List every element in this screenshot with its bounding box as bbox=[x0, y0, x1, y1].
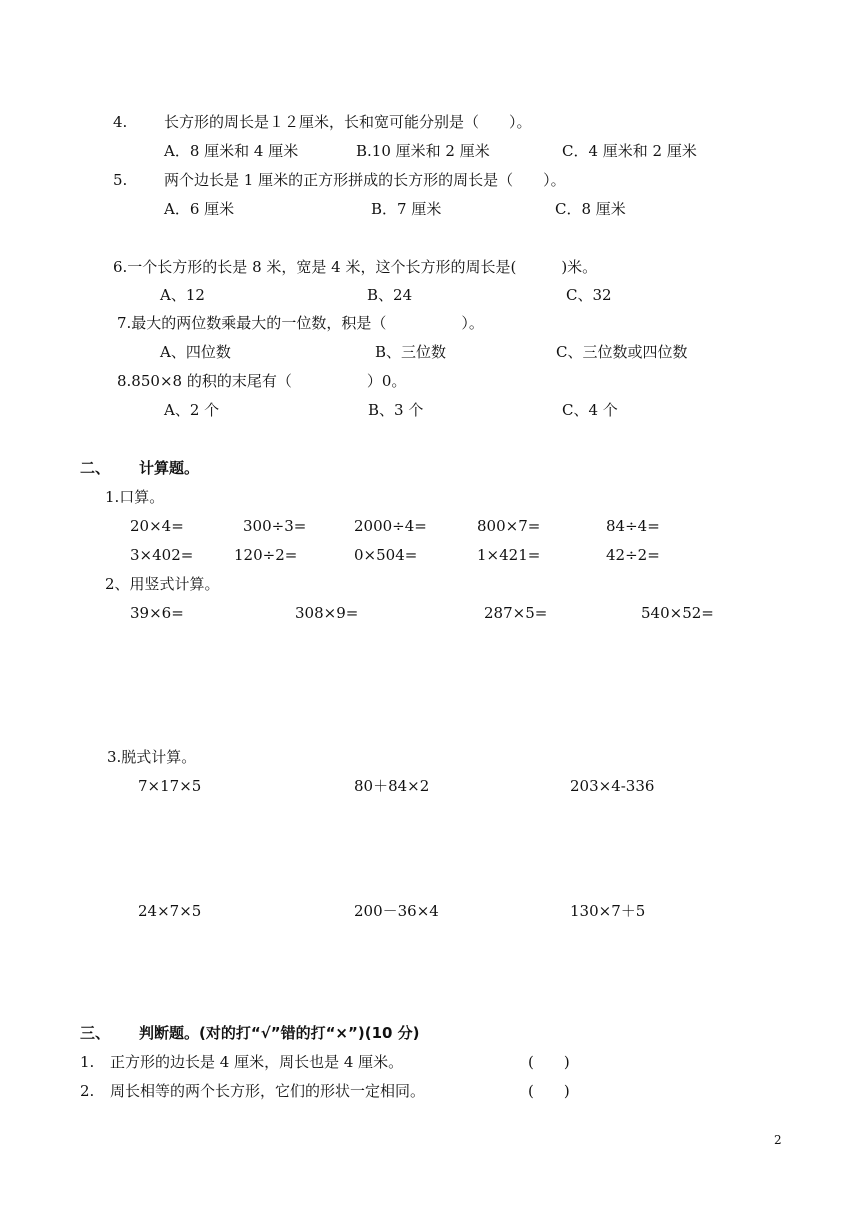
q4-number: 4. bbox=[113, 113, 128, 131]
q8-option-b: B、3 个 bbox=[368, 401, 424, 419]
oral-item: 84÷4= bbox=[606, 517, 660, 535]
step-calc-title: 3.脱式计算。 bbox=[107, 748, 197, 766]
q4-option-b: B.10 厘米和 2 厘米 bbox=[356, 142, 490, 160]
q7-option-c: C、三位数或四位数 bbox=[556, 343, 688, 361]
vertical-item: 540×52= bbox=[641, 604, 714, 622]
oral-item: 2000÷4= bbox=[354, 517, 427, 535]
oral-item: 42÷2= bbox=[606, 546, 660, 564]
vertical-item: 308×9= bbox=[295, 604, 359, 622]
oral-item: 120÷2= bbox=[234, 546, 298, 564]
section2-title: 计算题。 bbox=[139, 459, 200, 477]
q5-option-a: A．6 厘米 bbox=[164, 200, 235, 218]
section2-number: 二、 bbox=[80, 459, 111, 477]
q7-option-b: B、三位数 bbox=[375, 343, 447, 361]
section3-number: 三、 bbox=[80, 1024, 111, 1042]
step-item: 200－36×4 bbox=[354, 902, 439, 920]
q4-text: 长方形的周长是１２厘米，长和宽可能分别是（ ）。 bbox=[164, 113, 532, 131]
q5-number: 5. bbox=[113, 171, 128, 189]
q5-option-c: C．8 厘米 bbox=[555, 200, 626, 218]
oral-item: 300÷3= bbox=[243, 517, 307, 535]
q4-option-a: A．8 厘米和 4 厘米 bbox=[164, 142, 299, 160]
vertical-item: 287×5= bbox=[484, 604, 548, 622]
oral-item: 800×7= bbox=[477, 517, 541, 535]
q8-option-c: C、4 个 bbox=[562, 401, 618, 419]
q7-text: 7.最大的两位数乘最大的一位数，积是（ ）。 bbox=[117, 314, 484, 332]
q5-option-b: B．7 厘米 bbox=[371, 200, 442, 218]
oral-item: 3×402= bbox=[130, 546, 194, 564]
step-item: 24×7×5 bbox=[138, 902, 202, 920]
q6-text: 6.一个长方形的长是 8 米，宽是 4 米，这个长方形的周长是( )米。 bbox=[113, 258, 598, 276]
judge-item-text: 正方形的边长是 4 厘米，周长也是 4 厘米。 bbox=[110, 1053, 404, 1071]
judge-item-text: 周长相等的两个长方形，它们的形状一定相同。 bbox=[110, 1082, 426, 1100]
q8-text: 8.850×8 的积的末尾有（ ）0。 bbox=[117, 372, 407, 390]
vertical-calc-title: 2、用竖式计算。 bbox=[105, 575, 220, 593]
q8-option-a: A、2 个 bbox=[164, 401, 220, 419]
q7-option-a: A、四位数 bbox=[160, 343, 231, 361]
judge-item-number: 2. bbox=[80, 1082, 95, 1100]
q6-option-c: C、32 bbox=[566, 286, 612, 304]
q6-option-b: B、24 bbox=[367, 286, 413, 304]
judge-item-number: 1. bbox=[80, 1053, 95, 1071]
q6-option-a: A、12 bbox=[160, 286, 205, 304]
page-number: 2 bbox=[774, 1133, 782, 1147]
step-item: 203×4-336 bbox=[570, 777, 655, 795]
step-item: 80＋84×2 bbox=[354, 777, 430, 795]
oral-calc-title: 1.口算。 bbox=[105, 488, 165, 506]
oral-item: 1×421= bbox=[477, 546, 541, 564]
oral-item: 20×4= bbox=[130, 517, 184, 535]
judge-item-answer-paren: ( ) bbox=[528, 1082, 570, 1100]
vertical-item: 39×6= bbox=[130, 604, 184, 622]
q4-option-c: C．4 厘米和 2 厘米 bbox=[562, 142, 697, 160]
step-item: 130×7＋5 bbox=[570, 902, 646, 920]
judge-item-answer-paren: ( ) bbox=[528, 1053, 570, 1071]
step-item: 7×17×5 bbox=[138, 777, 202, 795]
section3-title: 判断题。(对的打“√”错的打“×”)(10 分) bbox=[139, 1024, 420, 1042]
oral-item: 0×504= bbox=[354, 546, 418, 564]
q5-text: 两个边长是 1 厘米的正方形拼成的长方形的周长是（ ）。 bbox=[164, 171, 566, 189]
